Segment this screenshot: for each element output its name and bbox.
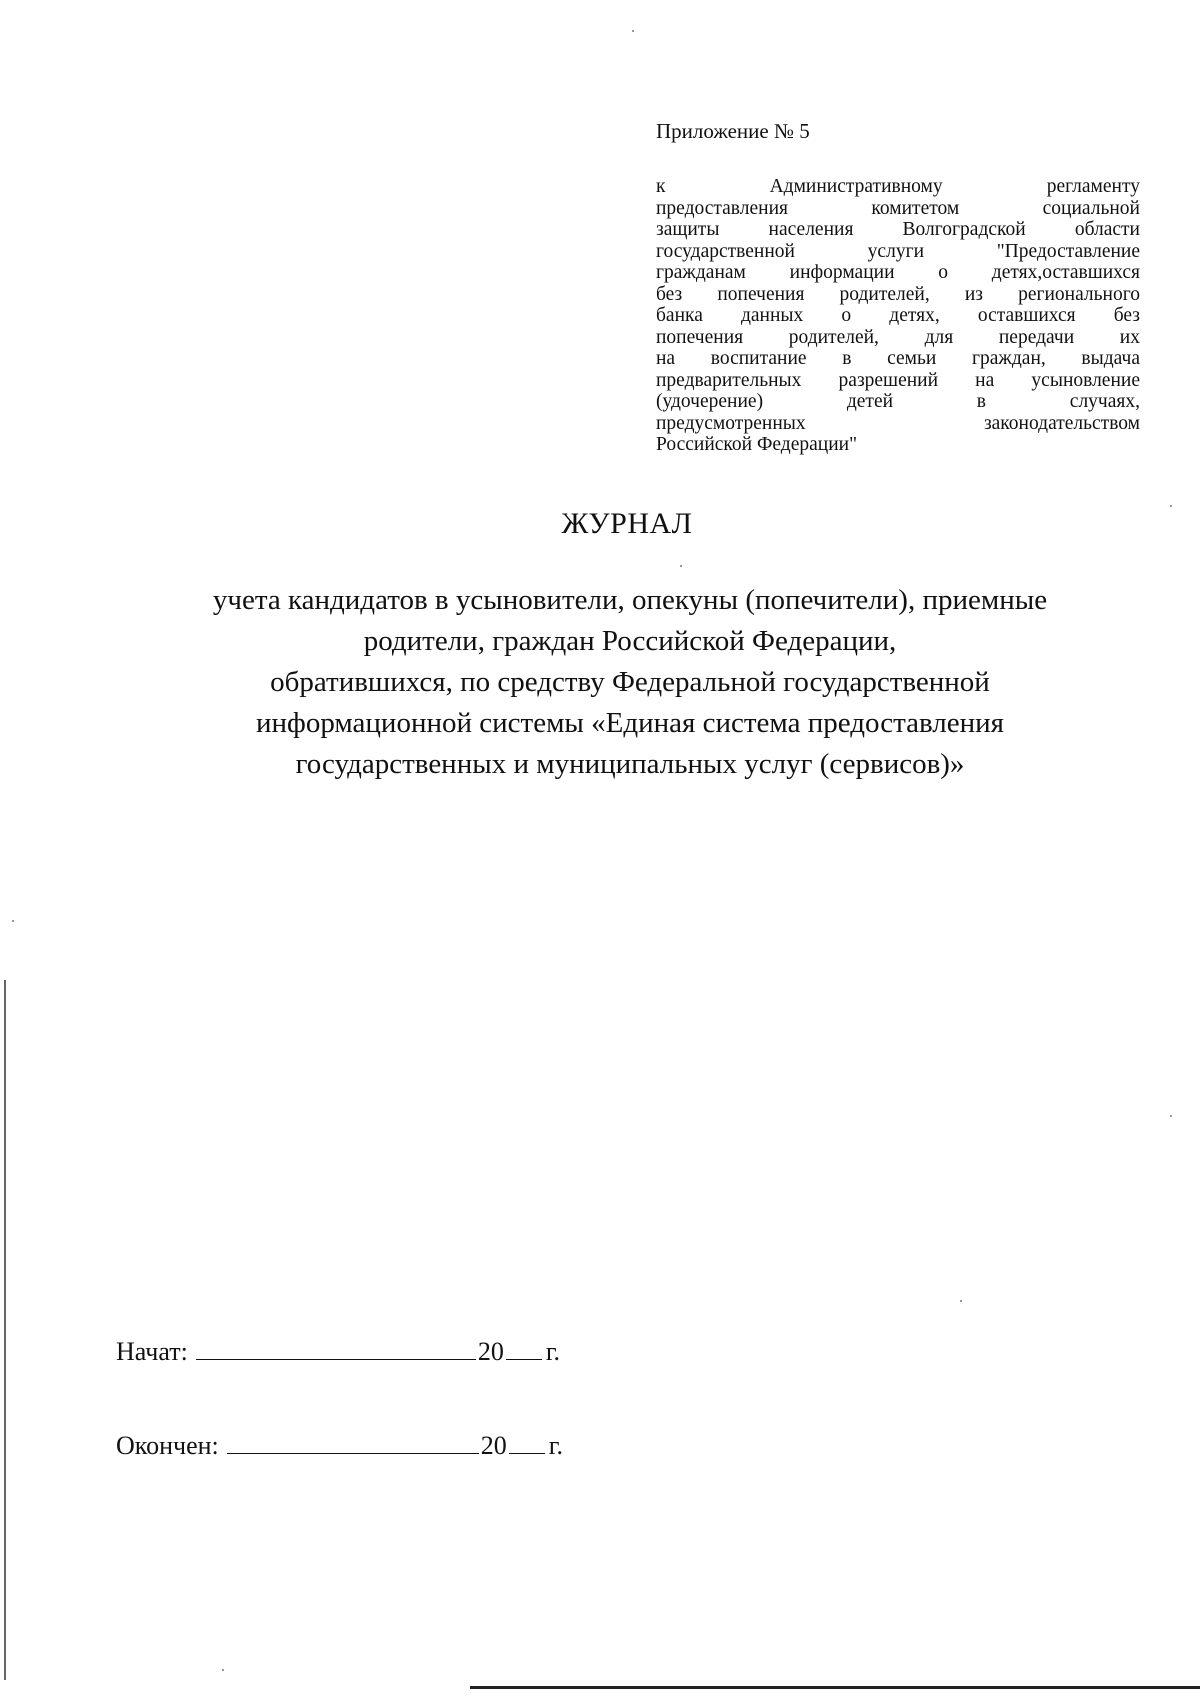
started-year-prefix: 20 (477, 1337, 504, 1366)
finished-label: Окончен: (116, 1431, 219, 1460)
scan-edge-line-left (4, 980, 6, 1680)
scan-speck (1170, 1115, 1172, 1117)
started-year-blank[interactable] (506, 1337, 542, 1360)
annex-line: банка данных о детях, оставшихся без (656, 305, 1140, 326)
scan-edge-line-bottom (470, 1686, 1200, 1689)
subtitle-line: государственных и муниципальных услуг (сервисов)» (295, 748, 965, 780)
annex-line: гражданам информации о детях,оставшихся (656, 262, 1140, 283)
scan-speck (960, 1300, 962, 1302)
annex-line: (удочерение) детей в случаях, (656, 391, 1140, 412)
finished-year-prefix: 20 (480, 1431, 507, 1460)
scan-speck (1170, 505, 1172, 507)
started-year-suffix: г. (545, 1337, 561, 1366)
annex-line: попечения родителей, для передачи их (656, 326, 1140, 348)
subtitle-line: обратившихся, по средству Федеральной государственной (270, 666, 990, 698)
subtitle-line: информационной системы «Единая система предоставления (256, 707, 1004, 739)
annex-line: государственной услуги "Предоставление (656, 240, 1140, 262)
annex-line: на воспитание в семьи граждан, выдача (656, 348, 1140, 369)
annex-line: защиты населения Волгоградской области (656, 219, 1140, 240)
subtitle-line: родители, граждан Российской Федерации, (363, 625, 897, 657)
started-date-row (116, 1337, 560, 1367)
finished-date-blank[interactable] (227, 1431, 479, 1454)
journal-title: ЖУРНАЛ (561, 507, 693, 540)
annex-title: Приложение № 5 (656, 119, 810, 143)
annex-line: к Административному регламенту (656, 176, 1140, 197)
annex-line: предварительных разрешений на усыновление (656, 369, 1140, 391)
started-date-blank[interactable] (196, 1337, 476, 1360)
finished-date-row (116, 1431, 563, 1461)
finished-year-blank[interactable] (509, 1431, 545, 1454)
started-label: Начат: (116, 1337, 188, 1366)
scan-speck (222, 1669, 224, 1671)
finished-year-suffix: г. (548, 1431, 563, 1460)
scan-speck (12, 920, 14, 922)
annex-line: предусмотренных законодательством (656, 412, 1140, 434)
scan-speck (632, 30, 634, 32)
annex-reference-text (656, 176, 1140, 456)
journal-subtitle (130, 580, 1130, 785)
scan-speck (680, 565, 682, 567)
subtitle-line: учета кандидатов в усыновители, опекуны (попечители), приемные (212, 584, 1048, 616)
annex-line: Российской Федерации" (656, 434, 858, 455)
annex-line: предоставления комитетом социальной (656, 197, 1140, 219)
annex-line: без попечения родителей, из регионального (656, 283, 1140, 305)
